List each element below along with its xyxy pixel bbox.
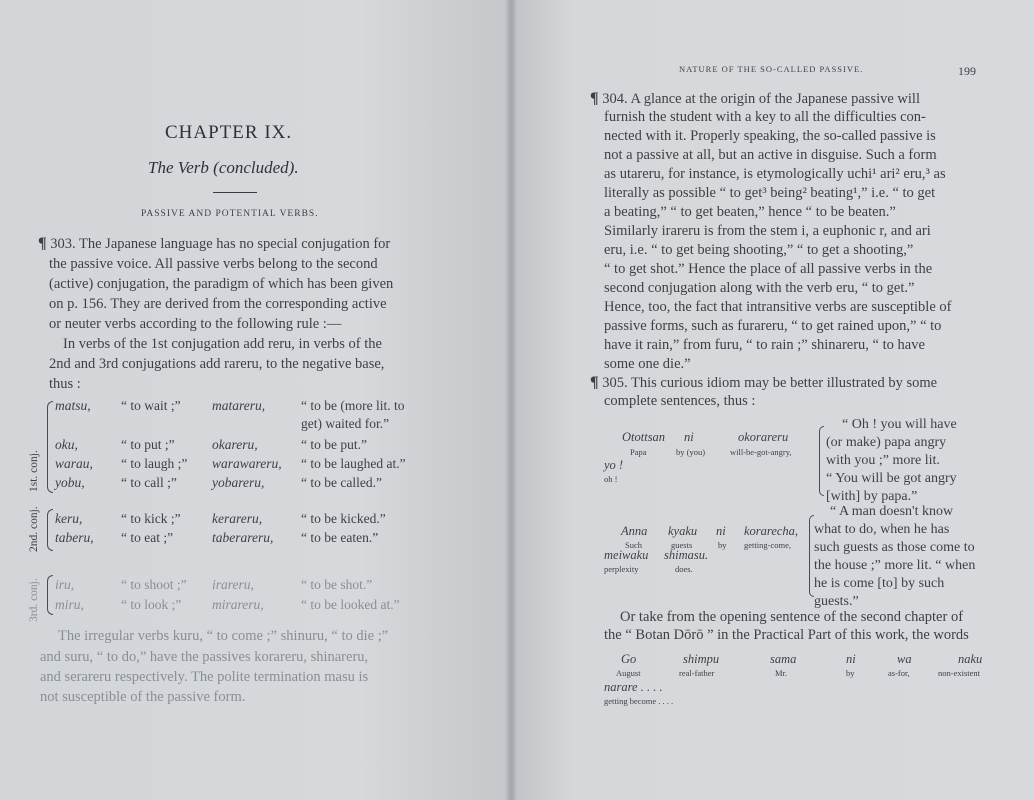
gloss: “ to look ;” (121, 597, 182, 612)
para-304-line-3: nected with it. Properly speaking, the so-called passive is (604, 128, 936, 144)
jp-gloss: oh ! (604, 474, 618, 484)
irregular-line-3: and serareru respectively. The polite termination masu is (40, 669, 369, 685)
irregular-line-2: and suru, “ to do,” have the passives korareru, shinareru, (40, 649, 369, 665)
translation-line: “ Oh ! you will have (842, 417, 957, 432)
translation: “ to be eaten.” (301, 530, 379, 545)
para-305-line-2: complete sentences, thus : (604, 393, 756, 409)
jp-gloss: August (616, 668, 641, 678)
jp-word: okorareru (738, 430, 789, 444)
passive: taberareru, (212, 530, 274, 545)
brace-3rd-conj (47, 575, 53, 615)
jp-word: shimasu. (664, 548, 709, 562)
para-304-line-6: literally as possible “ to get³ being² beating¹,” i.e. “ to get (604, 185, 936, 201)
rule-line-2: 2nd and 3rd conjugations add rareru, to the negative base, (49, 356, 385, 372)
verb: iru, (55, 577, 75, 592)
para-304-line-15: some one die.” (604, 356, 691, 372)
book-gutter (505, 0, 517, 800)
para-304-line-7: a beating,” “ to get beaten,” hence “ to be beaten.” (604, 204, 896, 220)
conj-row (55, 416, 455, 434)
jp-word: ni (684, 430, 694, 444)
translation: get) waited for.” (301, 416, 390, 431)
jp-gloss: Such (625, 540, 642, 550)
para-303-line-5: or neuter verbs according to the following rule :— (49, 316, 342, 332)
jp-word: Anna (621, 524, 648, 538)
translation-line: what to do, when he has (814, 522, 950, 537)
jp-gloss: will-be-got-angry, (730, 447, 792, 457)
label-1st-conj: 1st. conj. (28, 450, 40, 492)
passive: kerareru, (212, 511, 263, 526)
closing-line-2: the “ Botan Dōrō ” in the Practical Part of this work, the words (604, 627, 969, 643)
para-304-line-13: passive forms, such as furareru, “ to get rained upon,” “ to (604, 318, 942, 334)
para-304-line-11: second conjugation along with the verb eru, “ to get.” (604, 280, 915, 296)
gloss: “ to wait ;” (121, 398, 181, 413)
conj-row (55, 398, 455, 416)
jp-gloss: perplexity (604, 564, 639, 574)
para-304-line-4: not a passive at all, but an active in disguise. Such a form (604, 147, 937, 163)
translation: “ to be put.” (301, 437, 367, 452)
para-304-line-8: Similarly irareru is from the stem i, a euphonic r, and ari (604, 223, 931, 239)
jp-gloss: Papa (630, 447, 647, 457)
jp-gloss: Mr. (775, 668, 788, 678)
jp-word: Otottsan (622, 430, 666, 444)
jp-word: korarecha, (744, 524, 799, 538)
verb: keru, (55, 511, 83, 526)
translation-line: he is come [to] by such (814, 576, 945, 591)
running-head: NATURE OF THE SO-CALLED PASSIVE. (679, 64, 864, 74)
para-303-line-1-text: 303. The Japanese language has no special conjugation for (50, 236, 391, 252)
para-304-line-1-text: 304. A glance at the origin of the Japanese passive will (602, 91, 920, 107)
chapter-title: CHAPTER IX. (165, 122, 293, 143)
jp-word: shimpu (683, 652, 720, 666)
conj-row (55, 511, 455, 529)
gloss: “ to call ;” (121, 475, 177, 490)
closing-line-1: Or take from the opening sentence of the second chapter of (620, 609, 964, 625)
translation-line: such guests as those come to (814, 540, 975, 555)
left-page (0, 0, 512, 800)
gloss: “ to put ;” (121, 437, 175, 452)
para-304-line-1 (590, 90, 920, 108)
gloss: “ to eat ;” (121, 530, 174, 545)
jp-gloss: does. (675, 564, 693, 574)
jp-gloss: non-existent (938, 668, 981, 678)
translation-line: “ You will be got angry (826, 471, 957, 486)
translation-line: (or make) papa angry (826, 435, 947, 450)
jp-word: ni (846, 652, 856, 666)
para-304-line-5: as utareru, for instance, is etymologically uchi¹ ari² eru,³ as (604, 166, 946, 182)
verb: miru, (55, 597, 84, 612)
gloss: “ to kick ;” (121, 511, 181, 526)
jp-gloss: by (846, 668, 855, 678)
passive: okareru, (212, 437, 258, 452)
jp-word: naku (958, 652, 983, 666)
pilcrow-mark: ¶ (590, 374, 599, 391)
translation: “ to be looked at.” (301, 597, 400, 612)
conj-row (55, 577, 455, 595)
para-304-line-9: eru, i.e. “ to get being shooting,” “ to get a shooting,” (604, 242, 914, 258)
pilcrow-mark: ¶ (590, 90, 599, 107)
jp-gloss: getting-come, (744, 540, 791, 550)
conj-row (55, 597, 455, 615)
gloss: “ to laugh ;” (121, 456, 188, 471)
translation-line: guests.” (814, 594, 859, 609)
label-3rd-conj: 3rd. conj. (28, 578, 40, 622)
brace-1st-conj (47, 401, 53, 493)
irregular-line-4: not susceptible of the passive form. (40, 689, 246, 705)
para-303-line-4: on p. 156. They are derived from the corresponding active (49, 296, 387, 312)
jp-gloss: getting become . . . . (604, 696, 674, 706)
conj-row (55, 475, 455, 493)
passive: mirareru, (212, 597, 264, 612)
jp-word: narare . . . . (604, 680, 663, 694)
rule-line-3: thus : (49, 376, 81, 392)
translation: “ to be called.” (301, 475, 382, 490)
jp-word: wa (897, 652, 912, 666)
translation-line: [with] by papa.” (826, 489, 918, 504)
verb: oku, (55, 437, 78, 452)
conj-row (55, 530, 455, 548)
passive: yobareru, (212, 475, 265, 490)
para-305-line-1 (590, 374, 937, 392)
brace-2nd-conj (47, 509, 53, 551)
label-2nd-conj: 2nd. conj. (28, 506, 40, 552)
rule-line-1: In verbs of the 1st conjugation add reru, in verbs of the (63, 336, 382, 352)
translation: “ to be kicked.” (301, 511, 386, 526)
jp-word: kyaku (668, 524, 698, 538)
translation-line: with you ;” more lit. (826, 453, 940, 468)
para-304-line-12: Hence, too, the fact that intransitive verbs are susceptible of (604, 299, 952, 315)
verb: warau, (55, 456, 93, 471)
chapter-subtitle: The Verb (concluded). (148, 158, 299, 177)
passive: warawareru, (212, 456, 282, 471)
conj-row (55, 456, 455, 474)
section-heading: PASSIVE AND POTENTIAL VERBS. (141, 209, 319, 219)
verb: taberu, (55, 530, 94, 545)
translation: “ to be (more lit. to (301, 398, 405, 413)
jp-gloss: by (718, 540, 727, 550)
jp-word: meiwaku (604, 548, 649, 562)
para-303-line-2: the passive voice. All passive verbs belong to the second (49, 256, 378, 272)
jp-gloss: by (you) (676, 447, 706, 457)
brace-example-1 (819, 426, 824, 496)
para-303-line-3: (active) conjugation, the paradigm of which has been given (49, 276, 394, 292)
conj-row (55, 437, 455, 455)
verb: yobu, (55, 475, 85, 490)
para-304-line-2: furnish the student with a key to all the difficulties con- (604, 109, 926, 125)
para-304-line-10: “ to get shot.” Hence the place of all passive verbs in the (604, 261, 933, 277)
translation-line: the house ;” more lit. “ when (814, 558, 976, 573)
para-305-line-1-text: 305. This curious idiom may be better illustrated by some (602, 375, 938, 391)
jp-gloss: guests (671, 540, 693, 550)
jp-gloss: real-father (679, 668, 715, 678)
passive: matareru, (212, 398, 266, 413)
passive: irareru, (212, 577, 254, 592)
verb: matsu, (55, 398, 91, 413)
translation-line: “ A man doesn't know (830, 504, 954, 519)
pilcrow-mark: ¶ (38, 235, 47, 252)
right-page (512, 0, 1034, 800)
jp-word: Go (621, 652, 637, 666)
para-303-line-1 (38, 235, 390, 253)
para-304-line-14: have it rain,” from furu, “ to rain ;” shinareru, “ to have (604, 337, 925, 353)
irregular-line-1: The irregular verbs kuru, “ to come ;” shinuru, “ to die ;” (58, 628, 389, 644)
jp-word: sama (770, 652, 797, 666)
page-number: 199 (958, 64, 976, 78)
jp-word: yo ! (604, 458, 624, 472)
jp-gloss: as-for, (888, 668, 910, 678)
jp-word: ni (716, 524, 726, 538)
translation: “ to be shot.” (301, 577, 373, 592)
translation: “ to be laughed at.” (301, 456, 406, 471)
title-rule (213, 192, 257, 193)
gloss: “ to shoot ;” (121, 577, 187, 592)
